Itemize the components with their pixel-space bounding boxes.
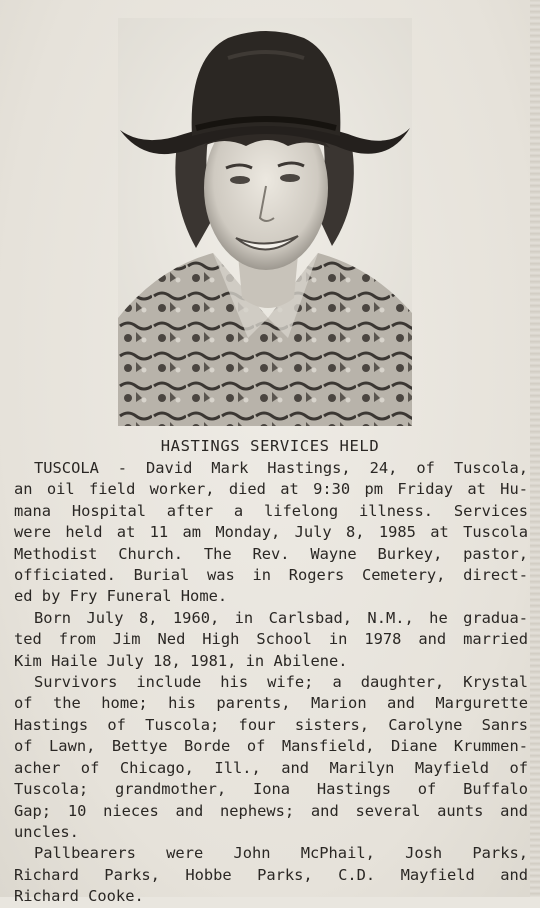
article-body [14,458,528,908]
paragraph-announcement [14,458,528,608]
text-line: acher of Chicago, Ill., and Marilyn Mayfield of [14,758,528,777]
paragraph-pallbearers [14,843,528,907]
text-line: ted from Jim Ned High School in 1978 and married [14,630,528,649]
text-line: of the home; his parents, Marion and Margurette [14,694,528,713]
text-line: Gap; 10 nieces and nephews; and several aunts and [14,801,528,820]
text-line: Richard Parks, Hobbe Parks, C.D. Mayfield and [14,865,528,884]
text-line: Born July 8, 1960, in Carlsbad, N.M., he gradua- [34,608,528,627]
headline: HASTINGS SERVICES HELD [160,437,380,455]
text-line: TUSCOLA - David Mark Hastings, 24, of Tuscola, [34,459,528,477]
text-line: officiated. Burial was in Rogers Cemetery, direct- [14,566,528,585]
text-line: Kim Haile July 18, 1981, in Abilene. [14,651,348,670]
text-line: uncles. [14,822,79,841]
text-line: Richard Cooke. [14,887,144,906]
paragraph-survivors [14,672,528,843]
text-line: ed by Fry Funeral Home. [14,587,228,606]
text-line: Tuscola; grandmother, Iona Hastings of Buffalo [14,780,528,799]
text-line: an oil field worker, died at 9:30 pm Friday at Hu- [14,480,528,499]
text-line: Hastings of Tuscola; four sisters, Carolyne Sanrs [14,715,528,734]
portrait-photo [118,18,412,426]
paragraph-biography [14,608,528,672]
text-line: of Lawn, Bettye Borde of Mansfield, Diane Krummen- [14,737,528,756]
text-line: Methodist Church. The Rev. Wayne Burkey, pastor, [14,544,528,563]
text-line: Pallbearers were John McPhail, Josh Parks, [34,844,528,863]
text-line: were held at 11 am Monday, July 8, 1985 at Tuscola [14,523,528,542]
text-line: mana Hospital after a lifelong illness. Services [14,501,528,520]
text-line: Survivors include his wife; a daughter, Krystal [34,673,528,692]
